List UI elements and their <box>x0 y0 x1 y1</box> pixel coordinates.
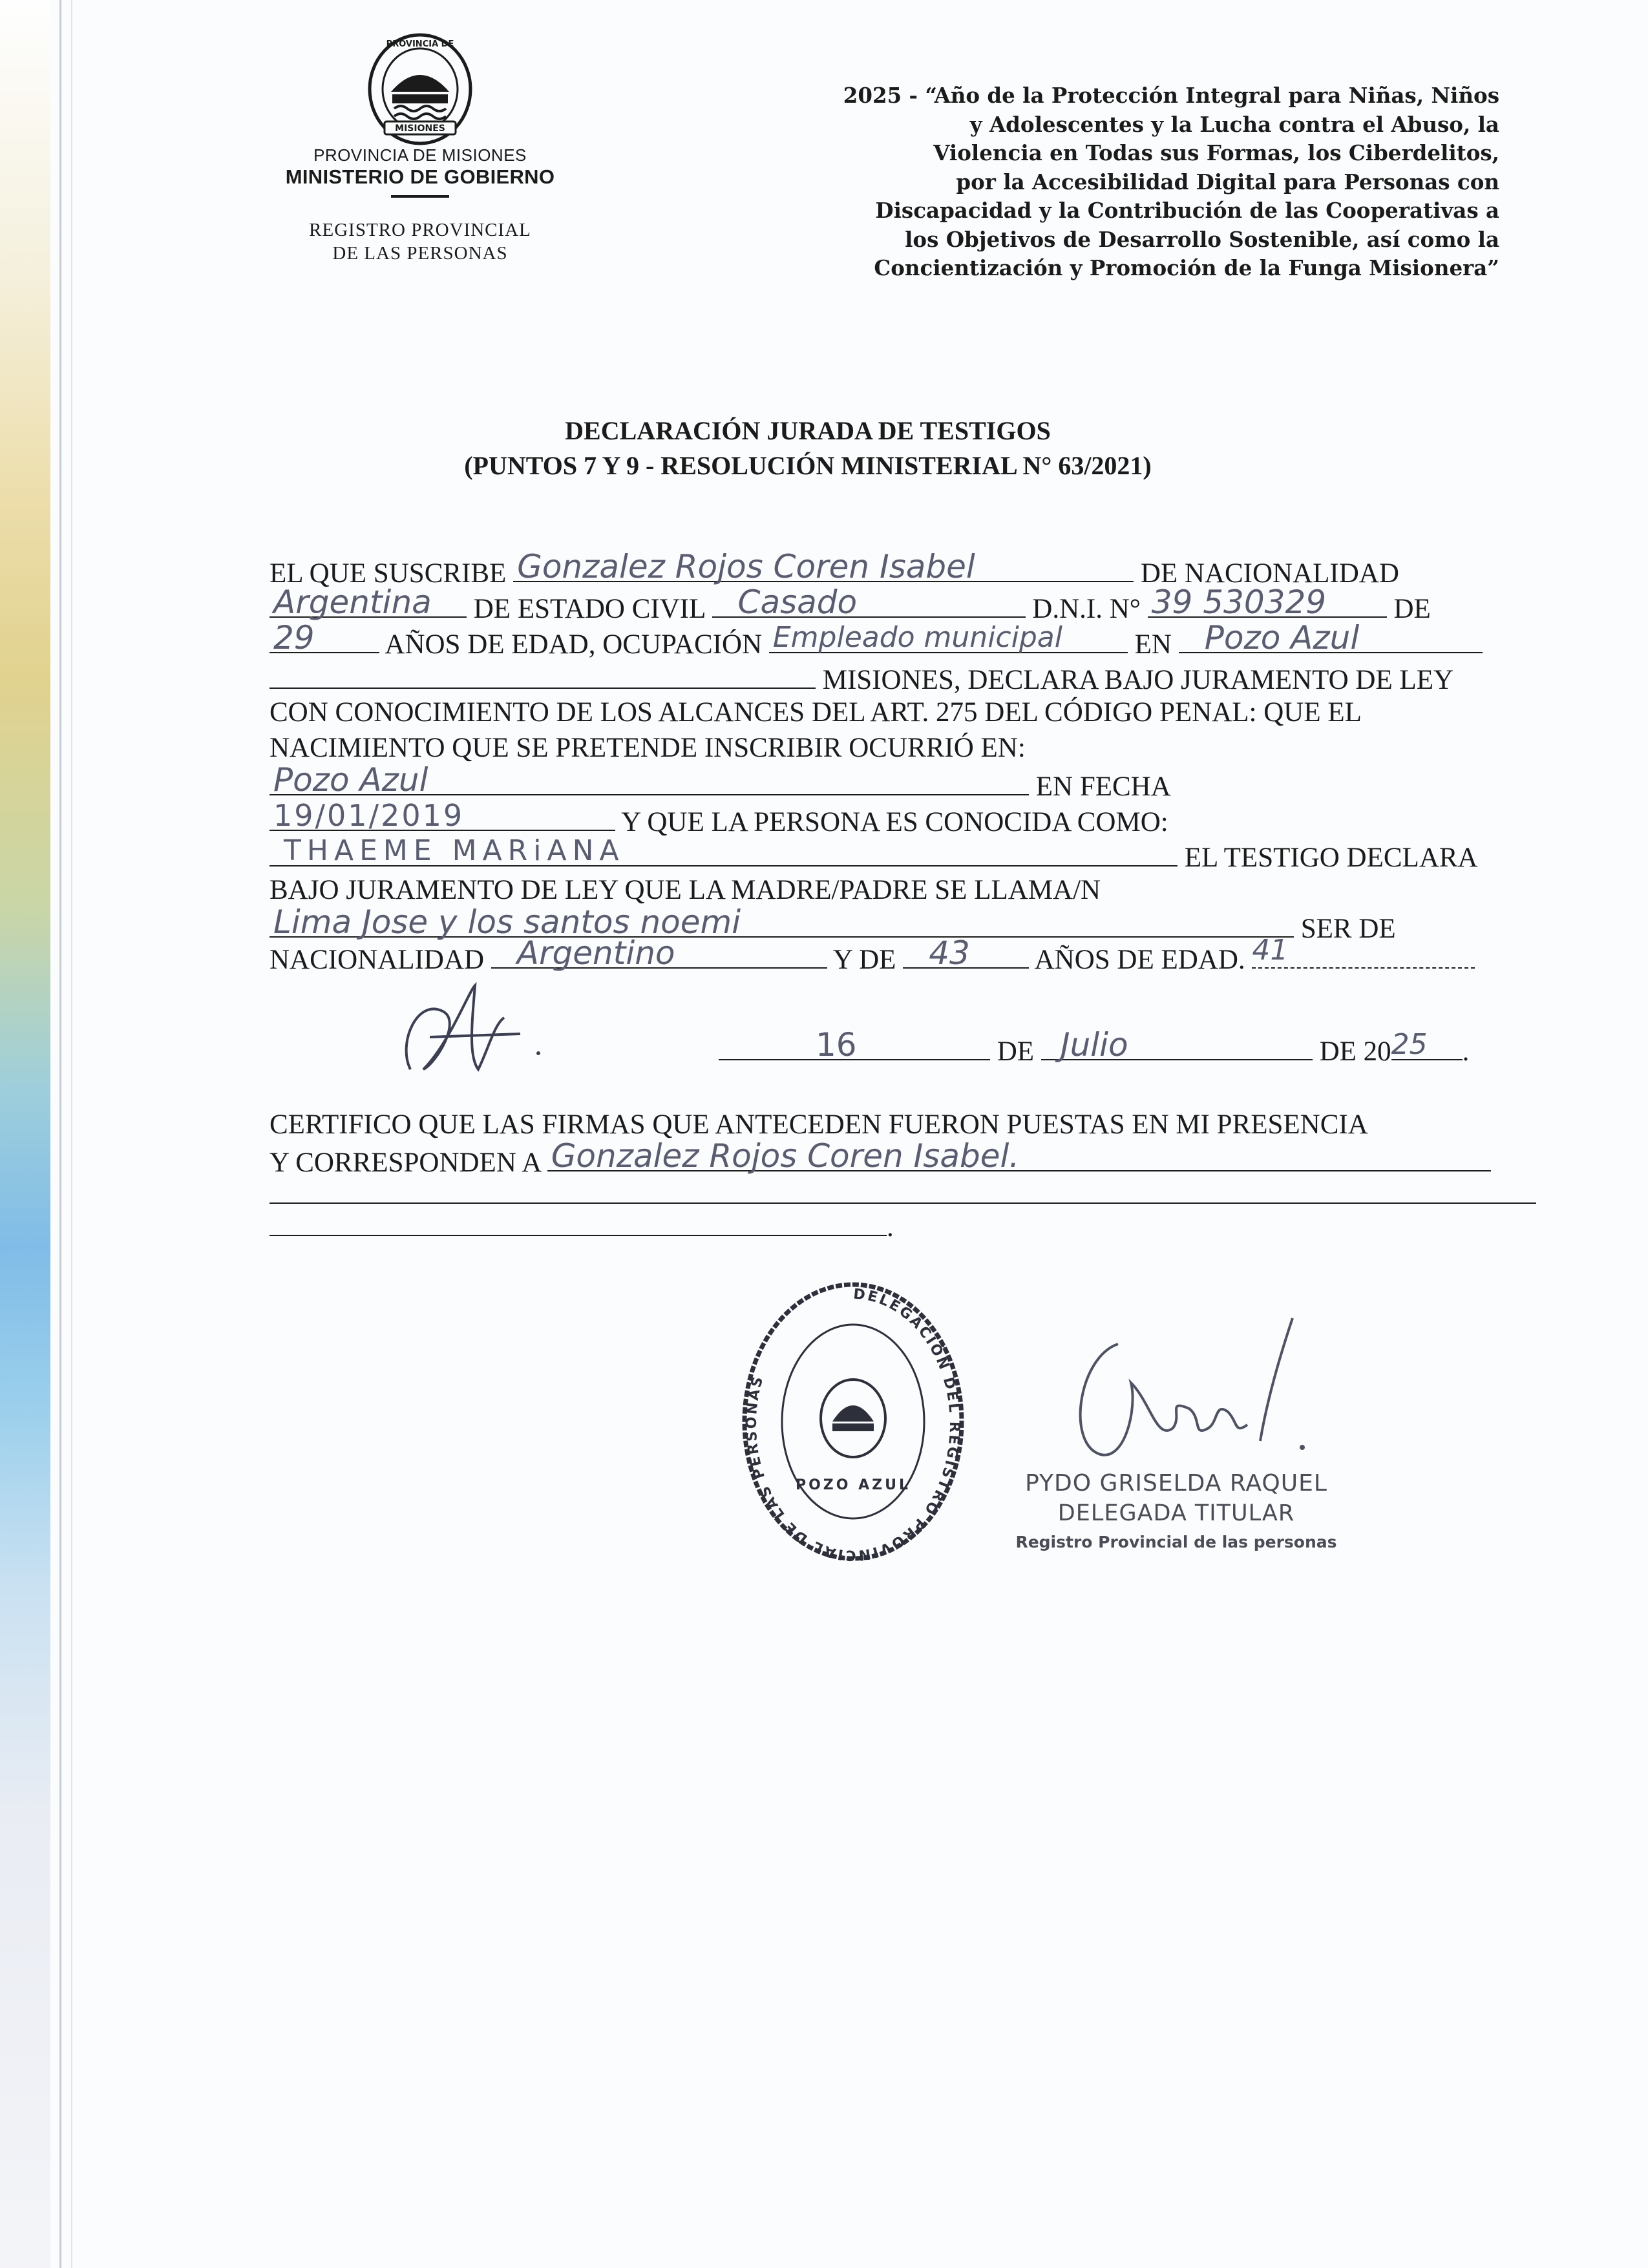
seal-bottom-text: MISIONES <box>395 123 445 134</box>
month-value: Julio <box>1060 1026 1128 1064</box>
civil-status-value: Casado <box>737 583 858 621</box>
day-field[interactable] <box>719 1026 990 1064</box>
city-field[interactable] <box>1179 619 1483 656</box>
form-line <box>269 1206 894 1243</box>
declarant-name-value: Gonzalez Rojos Coren Isabel <box>517 548 975 585</box>
scanner-edge-line <box>71 0 72 2268</box>
province-seal-logo <box>365 32 475 145</box>
age-field[interactable] <box>269 619 379 656</box>
nationality-value: Argentina <box>273 583 432 621</box>
motto-line: Concientización y Promoción de la Funga Misionera” <box>874 255 1499 280</box>
label-misiones-declara: MISIONES, DECLARA BAJO JURAMENTO DE LEY <box>822 665 1454 695</box>
label-de: DE <box>1393 594 1431 624</box>
document-title <box>194 414 1422 483</box>
label-en: EN <box>1134 629 1172 660</box>
dashed-fill <box>1252 934 1475 969</box>
form-line <box>269 798 1168 837</box>
registry-line-1: REGISTRO PROVINCIAL <box>309 220 531 240</box>
form-line <box>269 761 1171 802</box>
certified-name-field[interactable] <box>547 1137 1491 1175</box>
label-en-fecha: EN FECHA <box>1035 772 1171 802</box>
month-field[interactable] <box>1041 1026 1313 1064</box>
label-civil-status: DE ESTADO CIVIL <box>473 594 705 624</box>
label-date-de: DE <box>997 1036 1035 1067</box>
motto-line: por la Accesibilidad Digital para Personas con <box>956 169 1499 194</box>
certification-line: CERTIFICO QUE LAS FIRMAS QUE ANTECEDEN FUERON PUESTAS EN MI PRESENCIA <box>269 1109 1368 1140</box>
birth-date-value: 19/01/2019 <box>273 798 465 833</box>
institution-block <box>259 145 582 198</box>
form-line <box>269 1174 1536 1210</box>
witness-signature <box>391 972 559 1089</box>
label-nationality: DE NACIONALIDAD <box>1140 558 1399 589</box>
label-anios-edad: AÑOS DE EDAD. <box>1034 945 1245 975</box>
city-value: Pozo Azul <box>1204 619 1360 656</box>
motto-line: 2025 - “Año de la Protección Integral para Niñas, Niños <box>843 83 1499 108</box>
birth-place-field[interactable] <box>269 761 1029 799</box>
official-name: PYDO GRISELDA RAQUEL <box>1025 1470 1327 1496</box>
year-field[interactable] <box>1391 1028 1463 1061</box>
official-role: DELEGADA TITULAR <box>1057 1500 1295 1526</box>
label-y-de: Y DE <box>832 945 896 975</box>
seal-top-text: PROVINCIA DE <box>386 39 454 49</box>
certified-name-value: Gonzalez Rojos Coren Isabel. <box>551 1137 1020 1175</box>
parents-name-value: Lima Jose y los santos noemi <box>273 903 741 941</box>
form-line: NACIMIENTO QUE SE PRETENDE INSCRIBIR OCURRIÓ EN: <box>269 733 1026 763</box>
period-mark: . <box>887 1212 894 1243</box>
parents-name-field[interactable] <box>269 903 1294 941</box>
motto-line: Discapacidad y la Contribución de las Cooperativas a <box>875 198 1499 223</box>
parent-age-2-value: 41 <box>1252 934 1289 967</box>
label-ser-de: SER DE <box>1300 914 1396 944</box>
locality-field[interactable] <box>269 659 816 689</box>
official-signature-block <box>1008 1470 1344 1551</box>
form-line: CON CONOCIMIENTO DE LOS ALCANCES DEL ART. 275 DEL CÓDIGO PENAL: QUE EL <box>269 697 1362 728</box>
title-line-2: (PUNTOS 7 Y 9 - RESOLUCIÓN MINISTERIAL N° 63/2021) <box>464 451 1152 480</box>
label-testigo-declara: EL TESTIGO DECLARA <box>1184 843 1478 873</box>
label-age-occupation: AÑOS DE EDAD, OCUPACIÓN <box>385 629 763 660</box>
nationality-field[interactable] <box>269 583 467 621</box>
motto-line: y Adolescentes y la Lucha contra el Abuso, la <box>969 111 1499 137</box>
form-line: BAJO JURAMENTO DE LEY QUE LA MADRE/PADRE SE LLAMA/N <box>269 875 1101 905</box>
motto-line: los Objetivos de Desarrollo Sostenible, así como la <box>905 226 1499 252</box>
birth-date-field[interactable] <box>269 798 615 833</box>
province-name: PROVINCIA DE MISIONES <box>313 145 527 165</box>
year-value: 25 <box>1391 1028 1428 1061</box>
label-suscribe: EL QUE SUSCRIBE <box>269 558 507 589</box>
blank-line[interactable] <box>269 1174 1536 1204</box>
title-line-1: DECLARACIÓN JURADA DE TESTIGOS <box>565 416 1051 445</box>
form-line <box>269 934 1475 975</box>
scanner-edge-line <box>59 0 61 2268</box>
parent-nationality-value: Argentino <box>516 934 675 972</box>
date-line <box>719 1026 1470 1067</box>
day-value: 16 <box>816 1026 857 1064</box>
year-motto <box>704 81 1499 283</box>
stamp-place: POZO AZUL <box>795 1477 911 1493</box>
parent-age-field[interactable] <box>903 934 1029 972</box>
registry-line-2: DE LAS PERSONAS <box>332 243 508 264</box>
form-line <box>269 1137 1491 1178</box>
blank-line[interactable] <box>269 1206 887 1236</box>
ministry-name: MINISTERIO DE GOBIERNO <box>285 165 555 188</box>
stamp-ring-text: DELEGACIÓN DEL REGISTRO PROVINCIAL DE LAS PERSONAS <box>743 1286 963 1564</box>
form-line <box>269 619 1483 660</box>
official-office: Registro Provincial de las personas <box>1015 1533 1337 1551</box>
age-value: 29 <box>273 619 315 656</box>
form-line <box>269 834 1478 873</box>
child-name-field[interactable] <box>269 834 1178 867</box>
label-conocida-como: Y QUE LA PERSONA ES CONOCIDA COMO: <box>621 807 1168 837</box>
occupation-field[interactable] <box>769 621 1128 654</box>
dni-field[interactable] <box>1148 583 1387 621</box>
delegation-stamp <box>737 1273 969 1570</box>
parent-nationality-field[interactable] <box>491 934 827 972</box>
parent-age-value: 43 <box>929 934 970 972</box>
scanner-edge-artifact <box>0 0 50 2268</box>
birth-place-value: Pozo Azul <box>273 761 428 799</box>
declarant-name-field[interactable] <box>513 548 1134 585</box>
label-corresponden: Y CORRESPONDEN A <box>269 1148 540 1178</box>
form-line <box>269 659 1453 695</box>
ministry-underline <box>391 195 449 198</box>
official-signature <box>1053 1305 1325 1473</box>
motto-line: Violencia en Todas sus Formas, los Ciberdelitos, <box>933 140 1499 165</box>
occupation-value: Empleado municipal <box>772 621 1062 654</box>
registry-name <box>271 218 569 265</box>
label-dni: D.N.I. N° <box>1032 594 1141 624</box>
label-nacionalidad: NACIONALIDAD <box>269 945 485 975</box>
civil-status-field[interactable] <box>712 583 1026 621</box>
dni-value: 39 530329 <box>1151 583 1327 621</box>
label-date-de-20: DE 20 <box>1319 1036 1391 1067</box>
child-name-value: THAEME MARiANA <box>284 834 625 867</box>
period-mark: . <box>1462 1036 1470 1067</box>
